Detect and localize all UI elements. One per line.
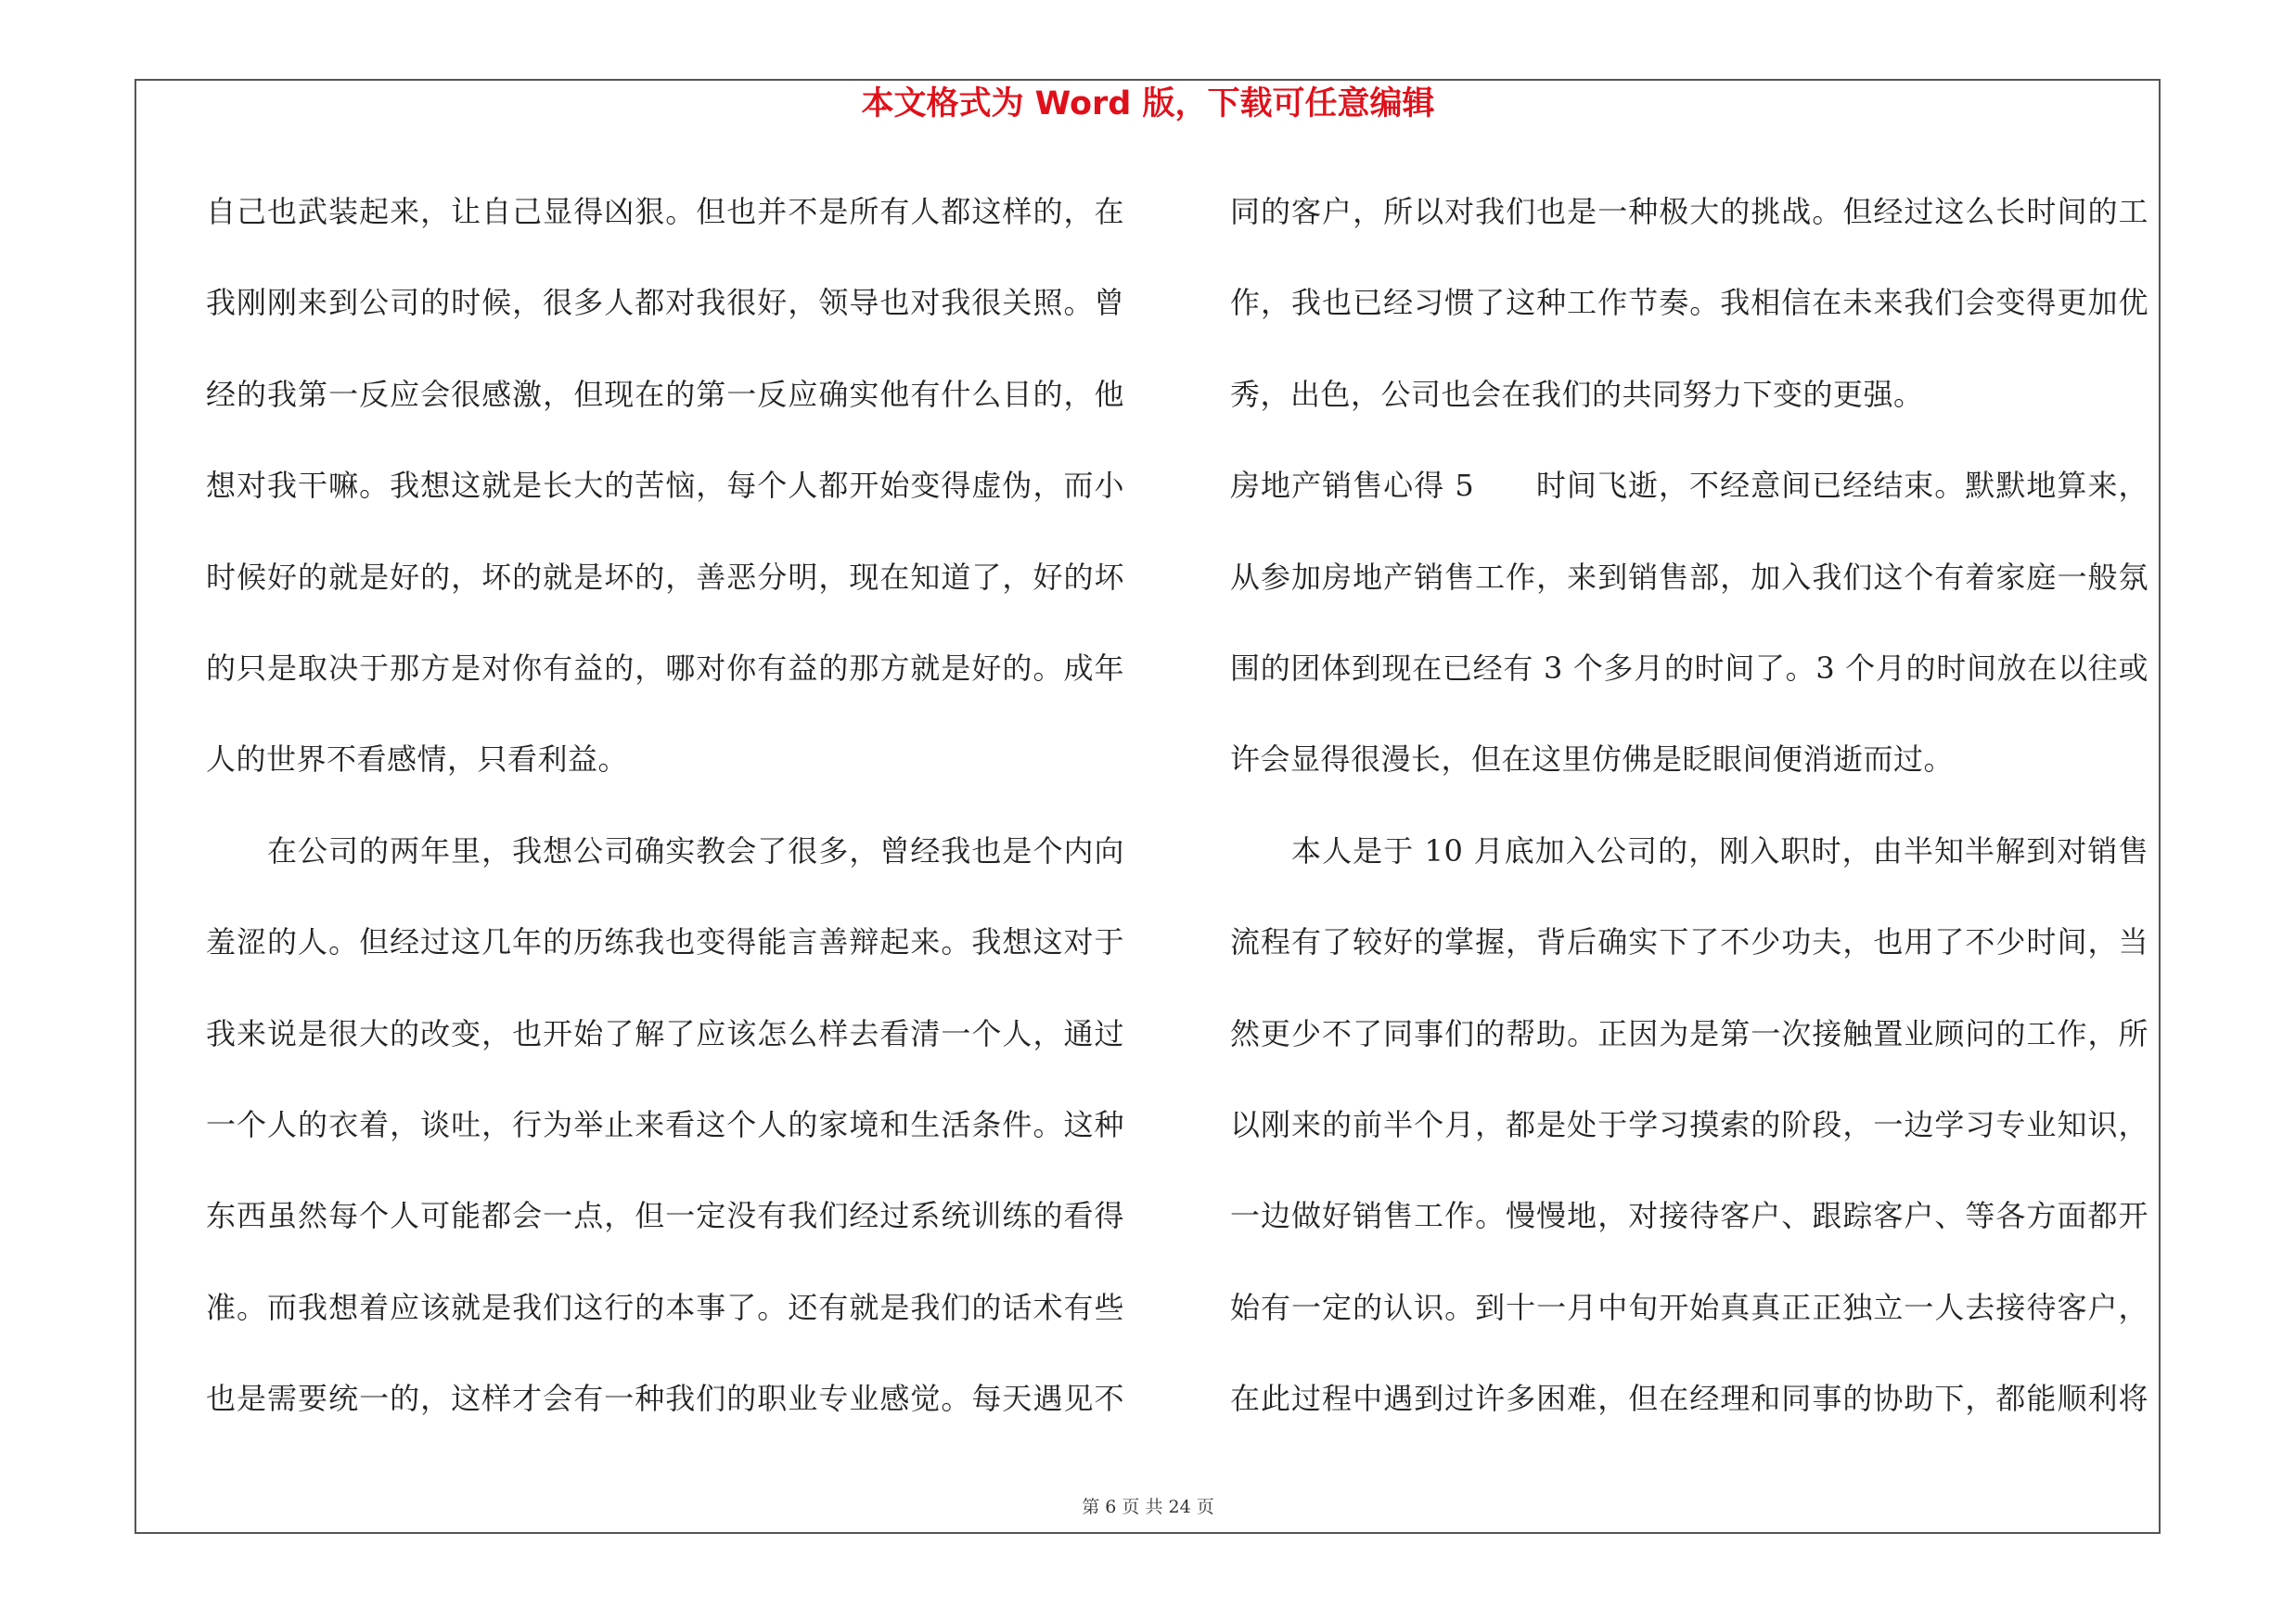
page-number-footer: 第 6 页 共 24 页 (1082, 1497, 1214, 1517)
left-column-line: 羞涩的人。但经过这几年的历练我也变得能言善辩起来。我想这对于 (206, 924, 1124, 960)
left-column-line: 时候好的就是好的，坏的就是坏的，善恶分明，现在知道了，好的坏 (206, 559, 1124, 595)
right-column-line: 同的客户，所以对我们也是一种极大的挑战。但经过这么长时间的工 (1230, 194, 2148, 229)
left-column-line: 也是需要统一的，这样才会有一种我们的职业专业感觉。每天遇见不 (206, 1381, 1124, 1417)
format-banner: 本文格式为 Word 版，下载可任意编辑 (861, 85, 1435, 122)
right-column-line: 秀，出色，公司也会在我们的共同努力下变的更强。 (1230, 376, 1924, 412)
right-column-line: 始有一定的认识。到十一月中旬开始真真正正独立一人去接待客户， (1230, 1289, 2148, 1325)
left-column-line: 自己也武装起来，让自己显得凶狠。但也并不是所有人都这样的，在 (206, 194, 1124, 229)
left-column-line: 在公司的两年里，我想公司确实教会了很多，曾经我也是个内向 (267, 832, 1124, 869)
left-text-column (206, 186, 1124, 1463)
right-column-line: 围的团体到现在已经有 3 个多月的时间了。3 个月的时间放在以往或 (1230, 650, 2148, 686)
left-column-line: 的只是取决于那方是对你有益的，哪对你有益的那方就是好的。成年 (206, 650, 1124, 686)
right-column-line: 以刚来的前半个月，都是处于学习摸索的阶段，一边学习专业知识， (1230, 1106, 2148, 1142)
right-column-line: 然更少不了同事们的帮助。正因为是第一次接触置业顾问的工作，所 (1230, 1015, 2148, 1051)
left-column-line: 准。而我想着应该就是我们这行的本事了。还有就是我们的话术有些 (206, 1289, 1124, 1325)
left-column-line: 一个人的衣着，谈吐，行为举止来看这个人的家境和生活条件。这种 (206, 1106, 1124, 1142)
right-column-line: 从参加房地产销售工作，来到销售部，加入我们这个有着家庭一般氛 (1230, 559, 2148, 595)
right-column-line: 作，我也已经习惯了这种工作节奏。我相信在未来我们会变得更加优 (1230, 285, 2148, 321)
left-column-line: 人的世界不看感情，只看利益。 (206, 741, 629, 778)
left-column-line: 想对我干嘛。我想这就是长大的苦恼，每个人都开始变得虚伪，而小 (206, 468, 1124, 504)
right-column-line: 房地产销售心得 5 时间飞逝，不经意间已经结束。默默地算来， (1230, 468, 2148, 504)
right-text-column (1230, 186, 2148, 1463)
right-column-line: 在此过程中遇到过许多困难，但在经理和同事的协助下，都能顺利将 (1230, 1381, 2148, 1417)
right-column-line: 流程有了较好的掌握，背后确实下了不少功夫，也用了不少时间，当 (1230, 924, 2148, 960)
right-column-line: 一边做好销售工作。慢慢地，对接待客户、跟踪客户、等各方面都开 (1230, 1198, 2148, 1234)
right-column-line: 本人是于 10 月底加入公司的，刚入职时，由半知半解到对销售 (1291, 832, 2148, 869)
left-column-line: 东西虽然每个人可能都会一点，但一定没有我们经过系统训练的看得 (206, 1198, 1124, 1234)
right-column-line: 许会显得很漫长，但在这里仿佛是眨眼间便消逝而过。 (1230, 741, 1955, 778)
left-column-line: 我来说是很大的改变，也开始了解了应该怎么样去看清一个人，通过 (206, 1015, 1124, 1051)
left-column-line: 我刚刚来到公司的时候，很多人都对我很好，领导也对我很关照。曾 (206, 285, 1124, 321)
left-column-line: 经的我第一反应会很感激，但现在的第一反应确实他有什么目的，他 (206, 376, 1124, 412)
